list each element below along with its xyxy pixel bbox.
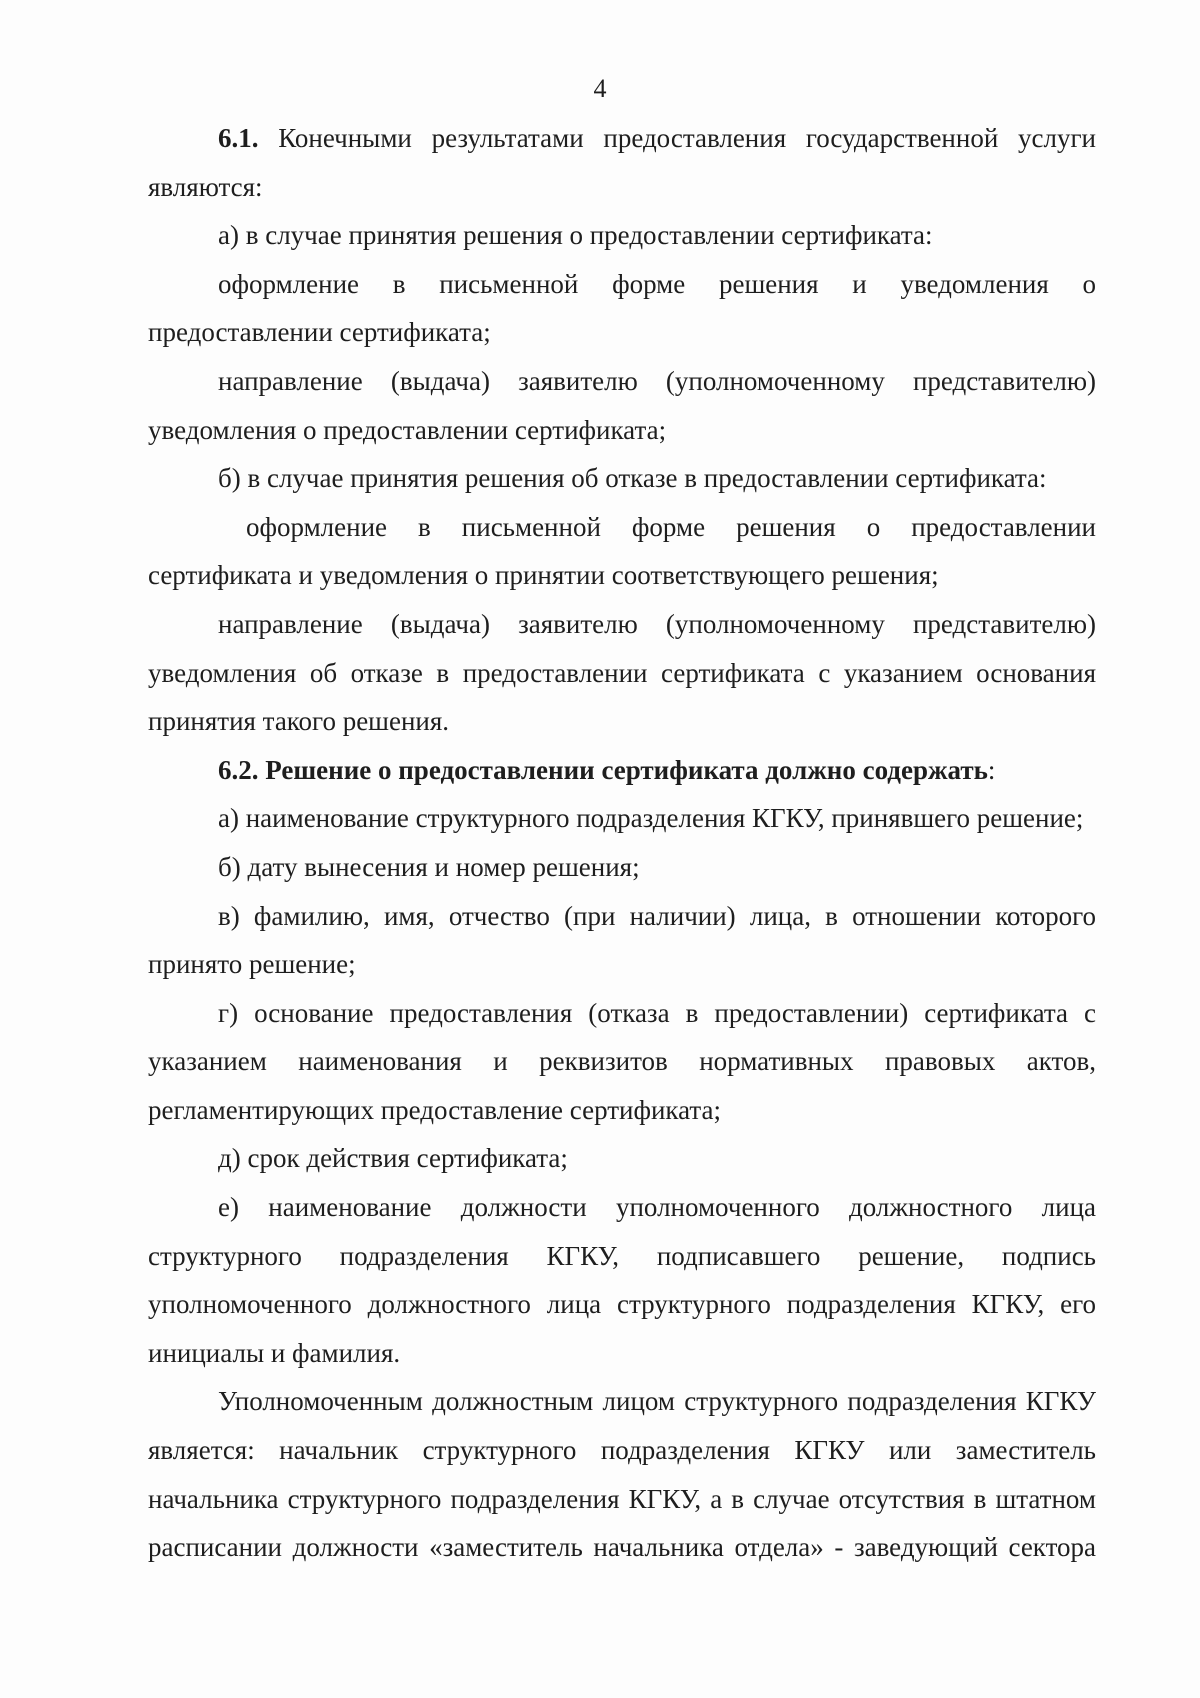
paragraph-6-2-v: в) фамилию, имя, отчество (при наличии) лица, в отношении которого принято решение;: [148, 900, 1096, 980]
clause-number: 6.1.: [218, 123, 259, 153]
paragraph-text: Конечными результатами предоставления государственной услуги являются:: [148, 123, 1096, 202]
section-heading: 6.2. Решение о предоставлении сертификата должно содержать: [218, 754, 988, 785]
paragraph-6-1-a-1: оформление в письменной форме решения и уведомления о предоставлении сертификата;: [148, 268, 1096, 348]
paragraph-6-1-a-2: направление (выдача) заявителю (уполномоченному представителю) уведомления о предоставлении сертификата;: [148, 365, 1096, 445]
paragraph-6-1: [148, 114, 1096, 211]
paragraph-6-2-g: г) основание предоставления (отказа в предоставлении) сертификата с указанием наименования и реквизитов нормативных правовых актов, регламентирующих предоставление сертификата;: [148, 997, 1096, 1125]
paragraph-6-2-e: е) наименование должности уполномоченного должностного лица структурного подразделения КГКУ, подписавшего решение, подпись уполномоченного должностного лица структурного подразделения КГКУ, его инициалы и фамилия.: [148, 1192, 1096, 1368]
paragraph-6-1-b-1: оформление в письменной форме решения о предоставлении сертификата и уведомления о принятии соответствующего решения;: [148, 511, 1096, 591]
paragraph-6-2-a: а) наименование структурного подразделения КГКУ, принявшего решение;: [218, 803, 1084, 834]
document-body: [148, 114, 1096, 1572]
paragraph-6-2-heading: [148, 746, 1096, 795]
heading-colon: :: [987, 754, 996, 785]
paragraph-authorized-official: Уполномоченным должностным лицом структурного подразделения КГКУ является: начальник структурного подразделения КГКУ или заместитель начальника структурного подразделения КГКУ, а в случае отсутствия в штатном расписании должности «заместитель начальника отдела» - заведующий сектора: [148, 1386, 1096, 1563]
paragraph-6-1-b: б) в случае принятия решения об отказе в предоставлении сертификата:: [218, 463, 1047, 494]
paragraph-6-2-d: д) срок действия сертификата;: [218, 1143, 568, 1174]
paragraph-6-2-b: б) дату вынесения и номер решения;: [218, 851, 640, 882]
paragraph-6-1-a: а) в случае принятия решения о предоставлении сертификата:: [218, 220, 933, 251]
page-number: 4: [593, 74, 607, 103]
paragraph-6-1-b-2: направление (выдача) заявителю (уполномоченному представителю) уведомления об отказе в предоставлении сертификата с указанием основания принятия такого решения.: [148, 608, 1096, 737]
